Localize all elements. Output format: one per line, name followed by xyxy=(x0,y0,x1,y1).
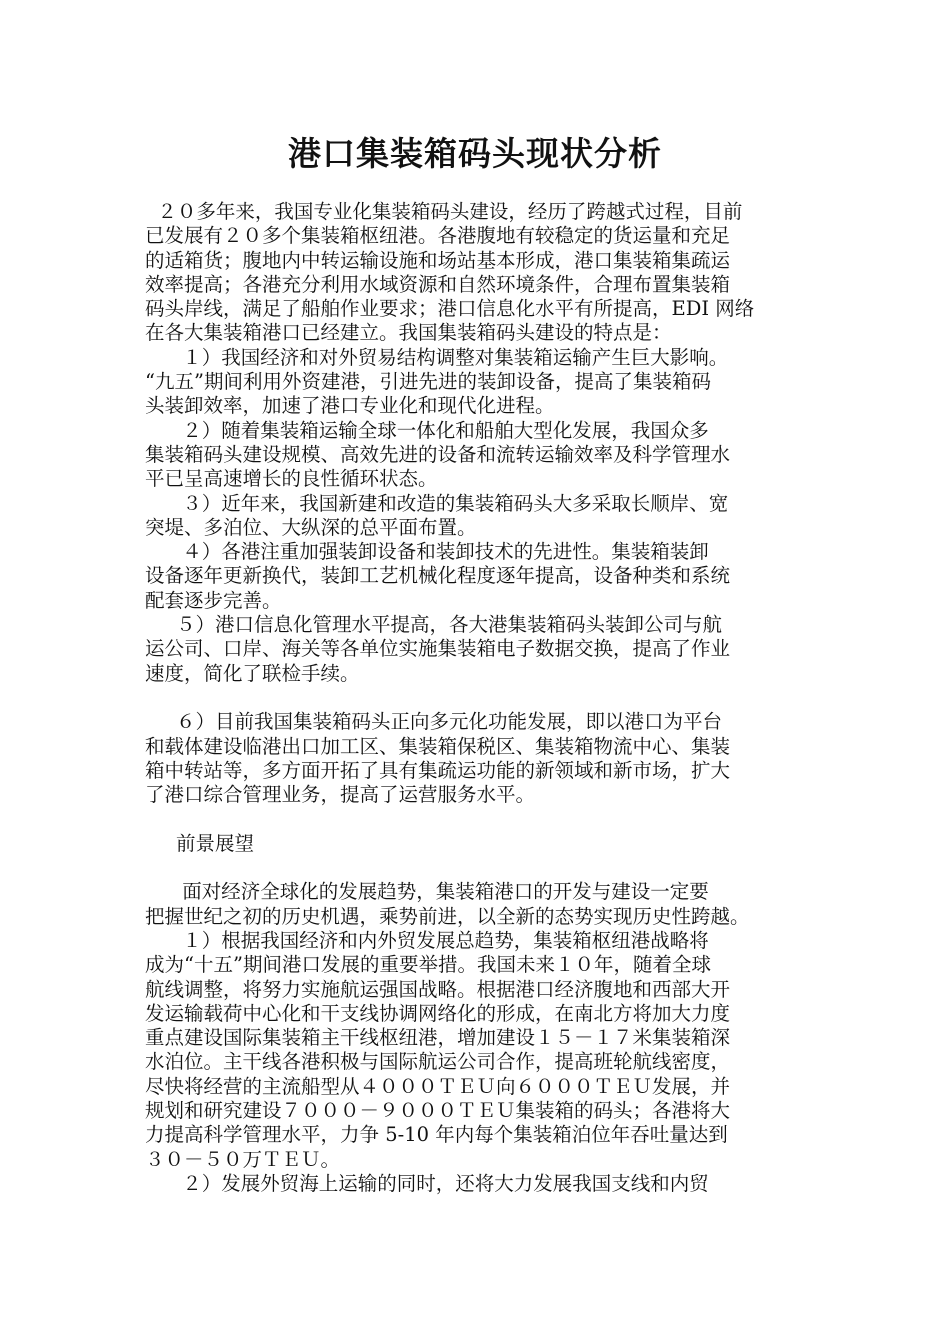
text-line: 规划和研究建设７０００－９０００ＴＥＵ集装箱的码头；各港将大 xyxy=(145,1098,731,1122)
blank-line xyxy=(145,686,815,710)
text-line: 平已呈高速增长的良性循环状态。 xyxy=(145,467,438,491)
text-line: 配套逐步完善。 xyxy=(145,588,282,612)
text-line: 航线调整，将努力实施航运强国战略。根据港口经济腹地和西部大开 xyxy=(145,977,731,1001)
text-line: 集装箱码头建设规模、高效先进的设备和流转运输效率及科学管理水 xyxy=(145,442,731,466)
text-line: 力提高科学管理水平，力争 5-10 年内每个集装箱泊位年吞吐量达到 xyxy=(145,1123,728,1147)
text-line: 突堤、多泊位、大纵深的总平面布置。 xyxy=(145,515,477,539)
text-line: ５）港口信息化管理水平提高，各大港集装箱码头装卸公司与航 xyxy=(145,613,722,637)
text-line: 效率提高；各港充分利用水域资源和自然环境条件，合理布置集装箱 xyxy=(145,272,731,296)
text-line: ４）各港注重加强装卸设备和装卸技术的先进性。集装箱装卸 xyxy=(145,540,709,564)
text-line: 运公司、口岸、海关等各单位实施集装箱电子数据交换，提高了作业 xyxy=(145,637,731,661)
text-line: ２）发展外贸海上运输的同时，还将大力发展我国支线和内贸 xyxy=(145,1171,709,1195)
text-line: 在各大集装箱港口已经建立。我国集装箱码头建设的特点是： xyxy=(145,321,672,345)
text-line: 重点建设国际集装箱主干线枢纽港，增加建设１５－１７米集装箱深 xyxy=(145,1026,731,1050)
text-line: 前景展望 xyxy=(145,831,254,855)
text-line: 头装卸效率，加速了港口专业化和现代化进程。 xyxy=(145,394,555,418)
text-line: 设备逐年更新换代，装卸工艺机械化程度逐年提高，设备种类和系统 xyxy=(145,564,731,588)
text-line: ２）随着集装箱运输全球一体化和船舶大型化发展，我国众多 xyxy=(145,418,709,442)
text-line: ３）近年来，我国新建和改造的集装箱码头大多采取长顺岸、宽 xyxy=(145,491,729,515)
text-line: 码头岸线，满足了船舶作业要求；港口信息化水平有所提高，EDI 网络 xyxy=(145,297,755,321)
text-line: ３０－５０万ＴＥＵ。 xyxy=(145,1147,341,1171)
text-line: １）根据我国经济和内外贸发展总趋势，集装箱枢纽港战略将 xyxy=(145,928,709,952)
text-line: １）我国经济和对外贸易结构调整对集装箱运输产生巨大影响。 xyxy=(145,345,729,369)
text-line: 面对经济全球化的发展趋势，集装箱港口的开发与建设一定要 xyxy=(145,880,709,904)
text-line: 把握世纪之初的历史机遇，乘势前进，以全新的态势实现历史性跨越。 xyxy=(145,904,750,928)
text-line: 已发展有２０多个集装箱枢纽港。各港腹地有较稳定的货运量和充足 xyxy=(145,224,731,248)
blank-line xyxy=(145,807,815,831)
text-line: 尽快将经营的主流船型从４０００ＴＥＵ向６０００ＴＥＵ发展，并 xyxy=(145,1074,731,1098)
text-line: 了港口综合管理业务，提高了运营服务水平。 xyxy=(145,783,536,807)
text-line: “九五”期间利用外资建港，引进先进的装卸设备，提高了集装箱码 xyxy=(145,370,711,394)
text-line: 发运输载荷中心化和干支线协调网络化的形成，在南北方将加大力度 xyxy=(145,1001,731,1025)
text-line: 箱中转站等，多方面开拓了具有集疏运功能的新领域和新市场，扩大 xyxy=(145,758,731,782)
text-line: 的适箱货；腹地内中转运输设施和场站基本形成，港口集装箱集疏运 xyxy=(145,248,731,272)
blank-line xyxy=(145,856,815,880)
document-body xyxy=(145,200,815,1196)
text-line: 速度，简化了联检手续。 xyxy=(145,661,360,685)
text-line: ６）目前我国集装箱码头正向多元化功能发展，即以港口为平台 xyxy=(145,710,722,734)
text-line: 和载体建设临港出口加工区、集装箱保税区、集装箱物流中心、集装 xyxy=(145,734,731,758)
page-title: 港口集装箱码头现状分析 xyxy=(288,134,662,173)
text-line: 水泊位。主干线各港积极与国际航运公司合作，提高班轮航线密度， xyxy=(145,1050,731,1074)
text-line: ２０多年来，我国专业化集装箱码头建设，经历了跨越式过程，目前 xyxy=(145,200,743,223)
text-line: 成为“十五”期间港口发展的重要举措。我国未来１０年，随着全球 xyxy=(145,953,711,977)
